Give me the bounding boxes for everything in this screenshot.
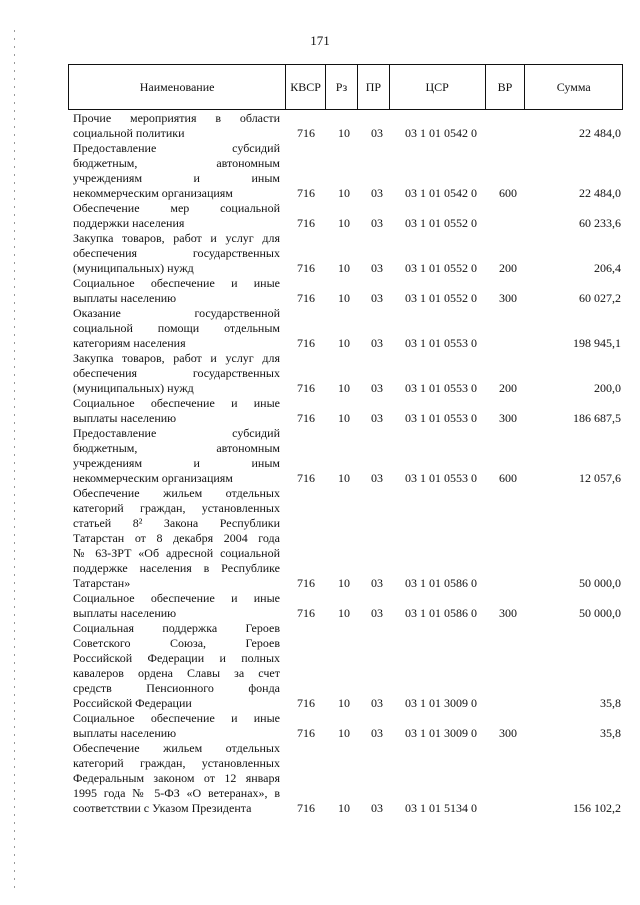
row-name-line: Социальная поддержка Героев [73,621,280,635]
row-rz: 10 [338,801,350,815]
row-name-line: Татарстан» [73,576,131,590]
row-pr: 03 [371,216,383,230]
header-csr: ЦСР [390,65,486,109]
row-kvsr: 716 [297,696,315,710]
row-csr: 03 1 01 0553 0 [405,471,477,485]
row-name [73,486,280,591]
table-row [73,591,621,621]
row-name [73,276,280,306]
row-name-line: социальной политики [73,126,185,140]
binding-margin-rule [14,30,15,890]
row-sum: 156 102,2 [573,801,621,815]
row-name-line: Социальное обеспечение и иные [73,396,280,410]
row-sum: 50 000,0 [579,576,621,590]
row-kvsr: 716 [297,291,315,305]
table-row [73,486,621,591]
row-csr: 03 1 01 0542 0 [405,186,477,200]
header-sum: Сумма [556,79,591,94]
row-name-line: Обеспечение жильем отдельных [73,741,280,755]
row-kvsr: 716 [297,411,315,425]
row-name-line: социальной помощи отдельным [73,321,280,335]
row-kvsr: 716 [297,186,315,200]
row-sum: 60 233,6 [579,216,621,230]
row-name-line: поддержки населения [73,216,185,230]
table-row [73,141,621,201]
row-csr: 03 1 01 3009 0 [405,696,477,710]
row-name-line: Татарстан от 8 декабря 2004 года [73,531,280,545]
row-name [73,306,280,351]
row-pr: 03 [371,261,383,275]
row-sum: 206,4 [594,261,621,275]
row-name [73,711,280,741]
page-number: 171 [310,33,330,48]
table-row [73,741,621,816]
row-name-line: категориям населения [73,336,186,350]
row-rz: 10 [338,576,350,590]
row-kvsr: 716 [297,471,315,485]
header-pr: ПР [358,65,390,109]
row-rz: 10 [338,726,350,740]
header-rz: Рз [326,65,358,109]
row-name [73,741,280,816]
row-name-line: Предоставление субсидий [73,426,280,440]
header-vr: ВР [486,65,526,109]
row-kvsr: 716 [297,576,315,590]
row-kvsr: 716 [297,261,315,275]
row-vr: 300 [499,606,517,620]
row-name [73,426,280,486]
row-name-line: категорий граждан, установленных [73,501,280,515]
row-rz: 10 [338,291,350,305]
row-name-line: обеспечения государственных [73,366,280,380]
table-row [73,276,621,306]
table-row [73,111,621,141]
row-pr: 03 [371,576,383,590]
row-sum: 22 484,0 [579,186,621,200]
row-name-line: № 63-ЗРТ «Об адресной социальной [73,546,280,560]
row-name-line: Предоставление субсидий [73,141,280,155]
row-name-line: обеспечения государственных [73,246,280,260]
row-name-line: выплаты населению [73,606,177,620]
row-kvsr: 716 [297,606,315,620]
row-vr: 300 [499,411,517,425]
row-name-line: бюджетным, автономным [73,156,280,170]
row-vr: 200 [499,261,517,275]
row-csr: 03 1 01 3009 0 [405,726,477,740]
row-kvsr: 716 [297,726,315,740]
row-csr: 03 1 01 0553 0 [405,411,477,425]
row-name [73,231,280,276]
row-pr: 03 [371,381,383,395]
row-name [73,141,280,201]
row-pr: 03 [371,291,383,305]
row-name-line: Федеральным законом от 12 января [73,771,280,785]
row-name-line: Социальное обеспечение и иные [73,276,280,290]
table-row [73,306,621,351]
row-pr: 03 [371,411,383,425]
row-sum: 60 027,2 [579,291,621,305]
row-vr: 200 [499,381,517,395]
row-rz: 10 [338,186,350,200]
row-name-line: статьей 8² Закона Республики [73,516,280,530]
row-sum: 35,8 [600,696,621,710]
row-sum: 198 945,1 [573,336,621,350]
row-rz: 10 [338,216,350,230]
row-name-line: выплаты населению [73,726,177,740]
row-sum: 50 000,0 [579,606,621,620]
row-sum: 35,8 [600,726,621,740]
row-pr: 03 [371,186,383,200]
row-pr: 03 [371,471,383,485]
row-name-line: 1995 года № 5-ФЗ «О ветеранах», в [73,786,280,800]
row-pr: 03 [371,726,383,740]
table-row [73,621,621,711]
row-name [73,621,280,711]
row-name-line: Советского Союза, Героев [73,636,280,650]
row-name-line: учреждениям и иным [73,456,280,470]
row-vr: 300 [499,726,517,740]
table-body [73,111,621,816]
row-name-line: поддержке населения в Республике [73,561,280,575]
row-name-line: выплаты населению [73,411,177,425]
row-name-line: Обеспечение жильем отдельных [73,486,280,500]
table-row [73,426,621,486]
row-csr: 03 1 01 0542 0 [405,126,477,140]
row-rz: 10 [338,381,350,395]
row-rz: 10 [338,606,350,620]
row-name-line: учреждениям и иным [73,171,280,185]
row-name-line: Закупка товаров, работ и услуг для [73,351,280,365]
row-name-line: (муниципальных) нужд [73,261,194,275]
row-csr: 03 1 01 0586 0 [405,576,477,590]
row-name-line: некоммерческим организациям [73,471,233,485]
header-kvsr: КВСР [286,65,326,109]
row-csr: 03 1 01 5134 0 [405,801,477,815]
header-name: Наименование [69,65,286,109]
row-rz: 10 [338,696,350,710]
row-name-line: кавалеров ордена Славы за счет [73,666,280,680]
row-name-line: соответствии с Указом Президента [73,801,252,815]
row-vr: 300 [499,291,517,305]
row-csr: 03 1 01 0552 0 [405,291,477,305]
row-name [73,351,280,396]
row-kvsr: 716 [297,801,315,815]
row-sum: 12 057,6 [579,471,621,485]
row-name [73,111,280,141]
row-kvsr: 716 [297,336,315,350]
row-sum: 186 687,5 [573,411,621,425]
row-name-line: бюджетным, автономным [73,441,280,455]
row-vr: 600 [499,186,517,200]
row-name-line: Обеспечение мер социальной [73,201,280,215]
row-name-line: средств Пенсионного фонда [73,681,280,695]
row-name-line: Закупка товаров, работ и услуг для [73,231,280,245]
row-name-line: некоммерческим организациям [73,186,233,200]
row-name-line: Оказание государственной [73,306,280,320]
row-csr: 03 1 01 0553 0 [405,381,477,395]
row-rz: 10 [338,336,350,350]
row-kvsr: 716 [297,216,315,230]
row-csr: 03 1 01 0552 0 [405,216,477,230]
table-row [73,351,621,396]
row-vr: 600 [499,471,517,485]
row-name [73,201,280,231]
row-name [73,396,280,426]
row-sum: 200,0 [594,381,621,395]
table-row [73,711,621,741]
row-rz: 10 [338,261,350,275]
table-row [73,231,621,276]
row-rz: 10 [338,126,350,140]
row-rz: 10 [338,471,350,485]
row-rz: 10 [338,411,350,425]
table-row [73,201,621,231]
row-csr: 03 1 01 0552 0 [405,261,477,275]
row-csr: 03 1 01 0586 0 [405,606,477,620]
row-csr: 03 1 01 0553 0 [405,336,477,350]
row-kvsr: 716 [297,126,315,140]
row-name-line: категорий граждан, установленных [73,756,280,770]
row-sum: 22 484,0 [579,126,621,140]
row-pr: 03 [371,336,383,350]
row-name-line: выплаты населению [73,291,177,305]
row-name-line: Социальное обеспечение и иные [73,591,280,605]
row-name-line: Социальное обеспечение и иные [73,711,280,725]
row-name-line: Российской Федерации [73,696,192,710]
row-name-line: Прочие мероприятия в области [73,111,280,125]
row-name-line: Российской Федерации и полных [73,651,280,665]
table-row [73,396,621,426]
row-pr: 03 [371,606,383,620]
row-pr: 03 [371,696,383,710]
table-header [68,64,623,110]
row-kvsr: 716 [297,381,315,395]
row-name-line: (муниципальных) нужд [73,381,194,395]
row-pr: 03 [371,126,383,140]
row-pr: 03 [371,801,383,815]
row-name [73,591,280,621]
